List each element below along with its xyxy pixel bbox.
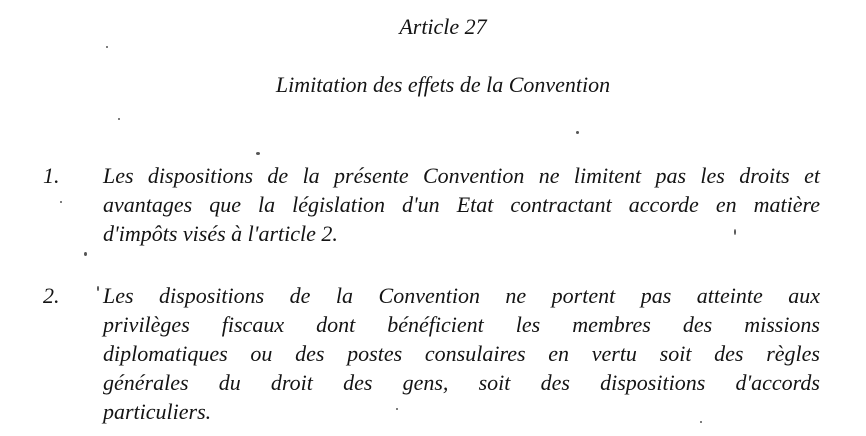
scan-speck (576, 131, 579, 134)
paragraph-line: avantages que la législation d'un Etat contractant accorde en matière (103, 192, 820, 217)
paragraph-line: Les dispositions de la Convention ne portent pas atteinte aux (103, 283, 820, 308)
scan-speck (396, 408, 398, 410)
paragraph-number: 2. (43, 283, 60, 308)
paragraph-line: privilèges fiscaux dont bénéficient les membres des missions (103, 312, 820, 337)
article-title: Limitation des effets de la Convention (275, 72, 611, 97)
paragraph-line: générales du droit des gens, soit des dispositions d'accords (103, 370, 820, 395)
scan-speck (84, 252, 87, 256)
scan-speck (118, 118, 120, 120)
paragraph-line: d'impôts visés à l'article 2. (103, 221, 338, 246)
paragraph-number: 1. (43, 163, 60, 188)
scan-speck (106, 46, 108, 48)
paragraph-line: particuliers. (103, 399, 212, 424)
article-number: Article 27 (399, 14, 487, 39)
scan-speck (734, 229, 736, 235)
scan-speck (700, 421, 702, 423)
paragraph-text (103, 281, 820, 426)
paragraph-line: Les dispositions de la présente Convention ne limitent pas les droits et (103, 163, 820, 188)
scan-speck (97, 286, 99, 291)
paragraph-line: diplomatiques ou des postes consulaires en vertu soit des règles (103, 341, 820, 366)
paragraph-text (103, 161, 820, 248)
scan-speck (256, 152, 260, 155)
scan-speck (60, 201, 62, 203)
